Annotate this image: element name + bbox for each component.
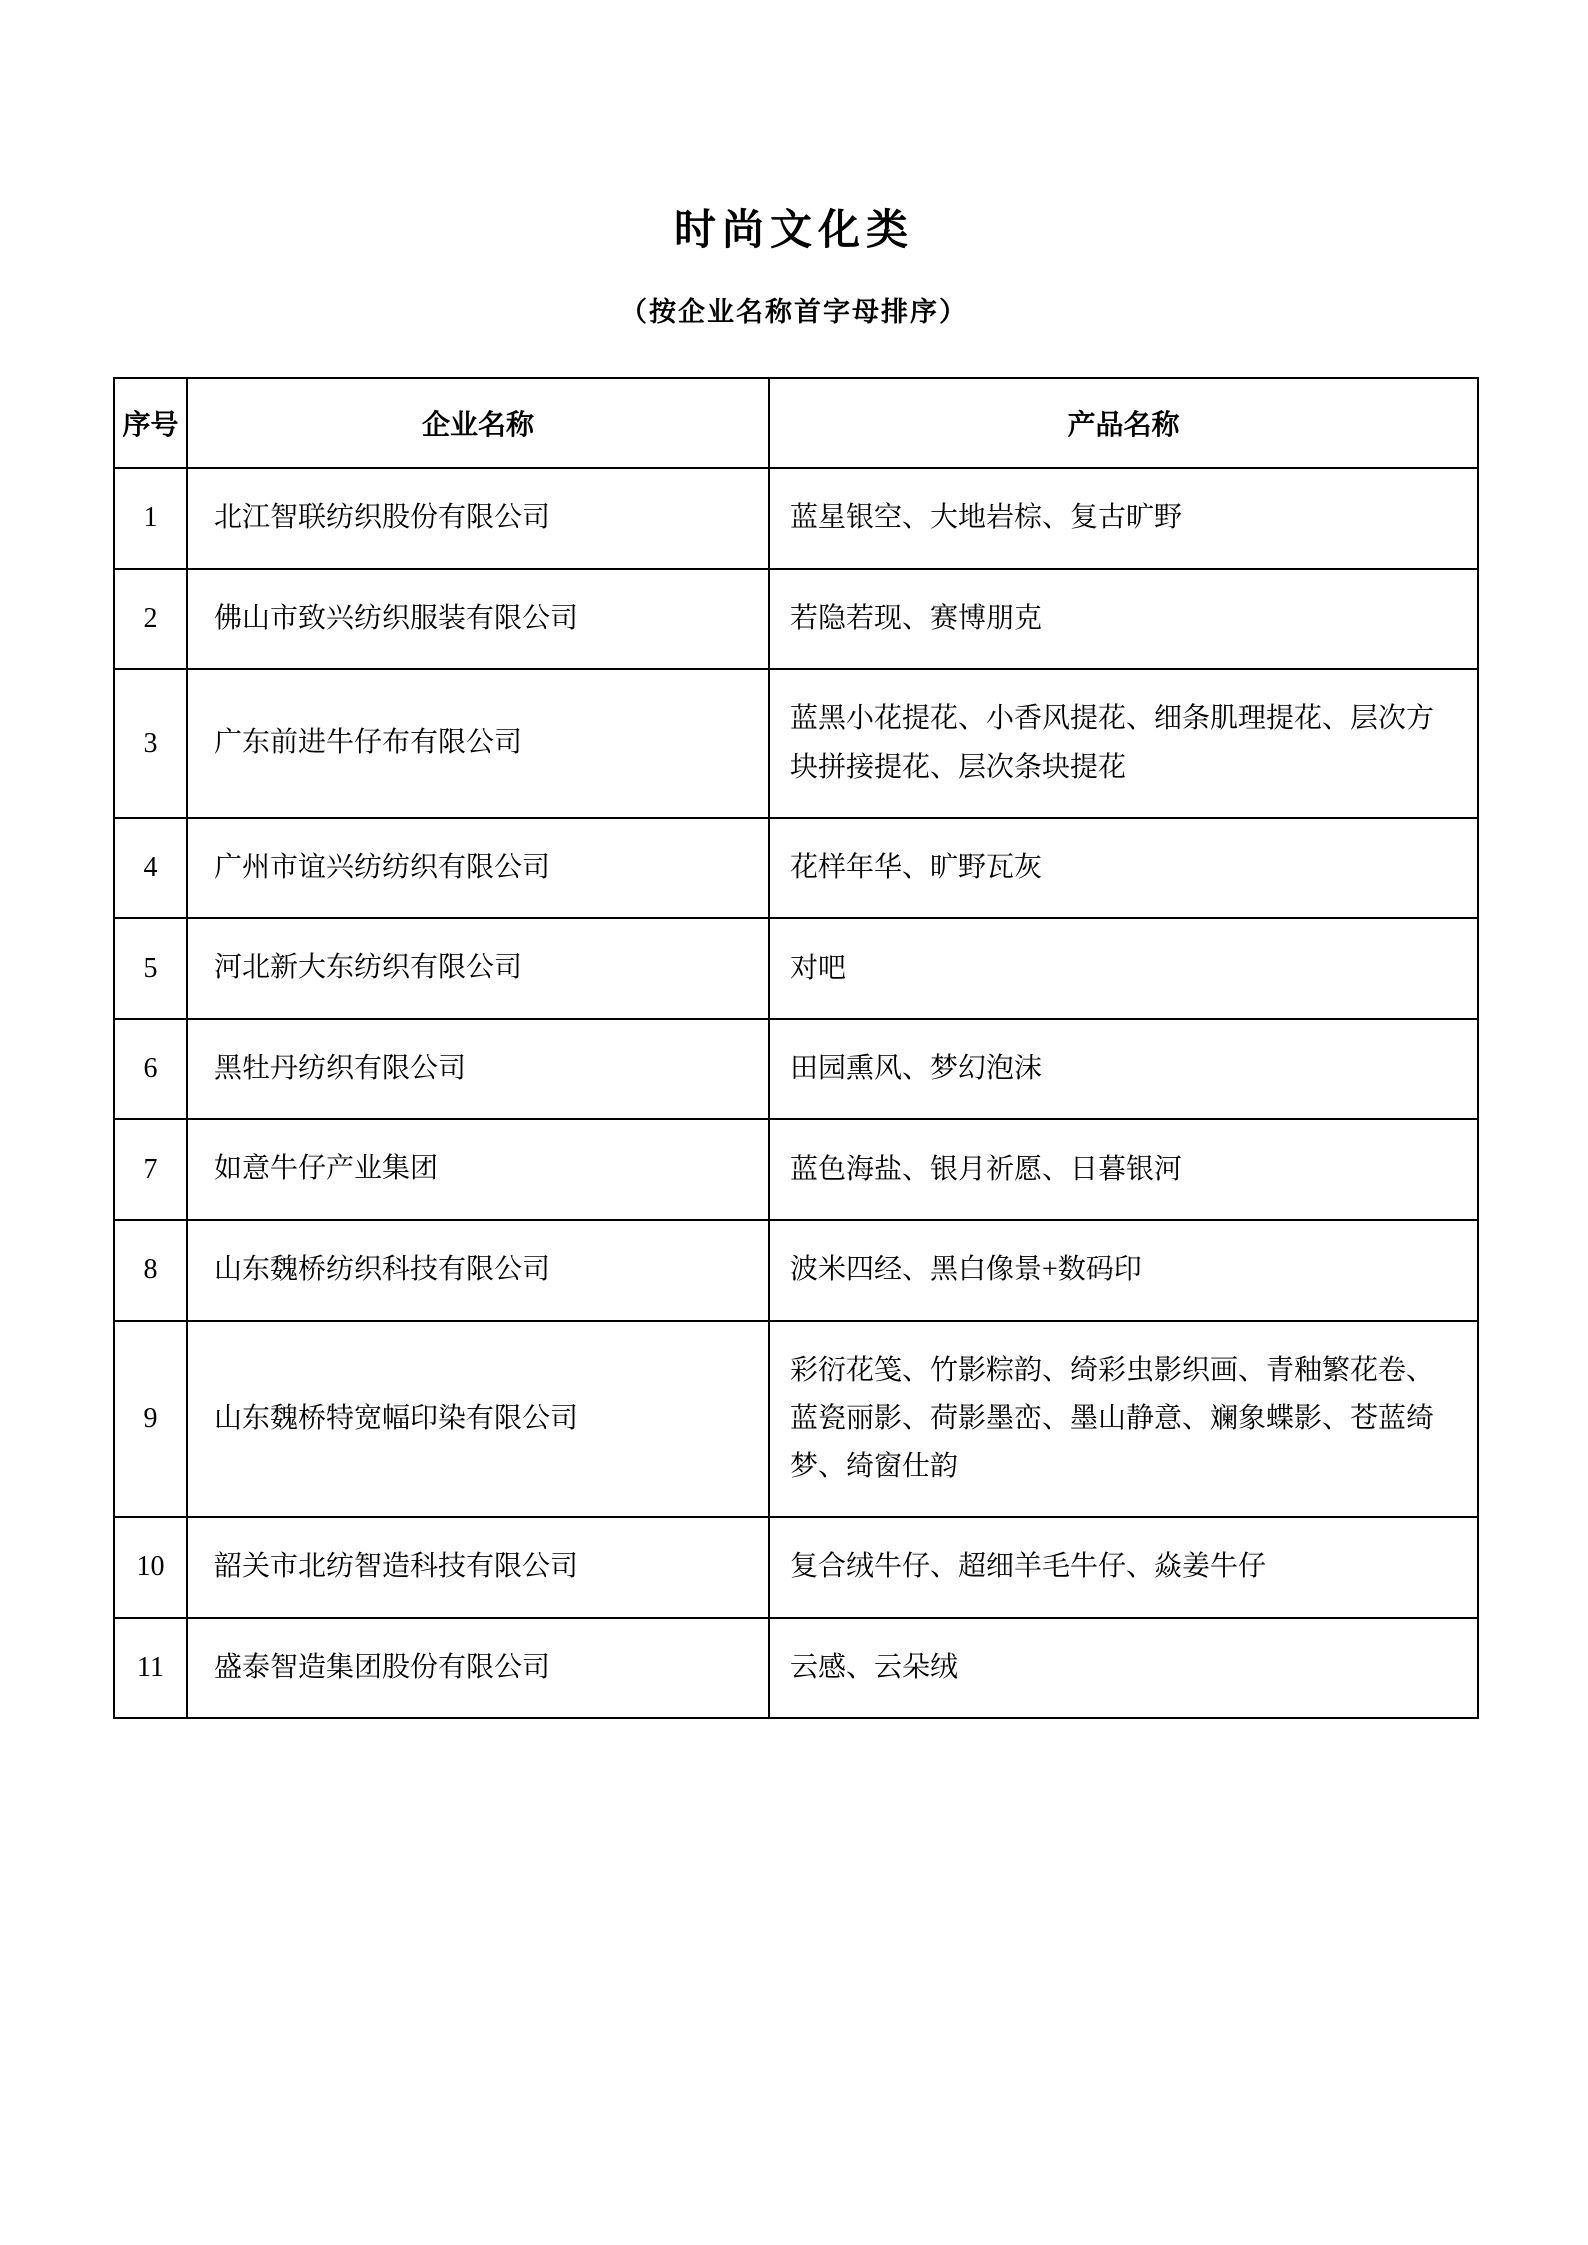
header-cell-company: 企业名称 [187, 378, 769, 468]
table-row [114, 1321, 1478, 1517]
company-name-cell: 佛山市致兴纺织服装有限公司 [187, 569, 769, 670]
product-names-cell: 田园熏风、梦幻泡沫 [769, 1019, 1478, 1120]
row-number-cell: 1 [114, 468, 187, 569]
table-row [114, 569, 1478, 670]
table-row [114, 818, 1478, 919]
company-name-cell: 如意牛仔产业集团 [187, 1119, 769, 1220]
table-row [114, 918, 1478, 1019]
row-number-cell: 8 [114, 1220, 187, 1321]
product-names-cell: 花样年华、旷野瓦灰 [769, 818, 1478, 919]
company-name-cell: 北江智联纺织股份有限公司 [187, 468, 769, 569]
row-number-cell: 7 [114, 1119, 187, 1220]
table-header [114, 378, 1478, 468]
company-name-cell: 广东前进牛仔布有限公司 [187, 669, 769, 817]
company-name-cell: 广州市谊兴纺纺织有限公司 [187, 818, 769, 919]
row-number-cell: 6 [114, 1019, 187, 1120]
product-names-cell: 对吧 [769, 918, 1478, 1019]
company-product-table [113, 377, 1479, 1719]
product-names-cell: 复合绒牛仔、超细羊毛牛仔、焱姜牛仔 [769, 1517, 1478, 1618]
company-name-cell: 山东魏桥特宽幅印染有限公司 [187, 1321, 769, 1517]
product-names-cell: 若隐若现、赛博朋克 [769, 569, 1478, 670]
header-cell-no: 序号 [114, 378, 187, 468]
row-number-cell: 3 [114, 669, 187, 817]
table-row [114, 1618, 1478, 1719]
table-row [114, 1517, 1478, 1618]
company-name-cell: 盛泰智造集团股份有限公司 [187, 1618, 769, 1719]
table-row [114, 1119, 1478, 1220]
table-row [114, 1220, 1478, 1321]
product-names-cell: 波米四经、黑白像景+数码印 [769, 1220, 1478, 1321]
table-row [114, 1019, 1478, 1120]
table-row [114, 468, 1478, 569]
company-name-cell: 韶关市北纺智造科技有限公司 [187, 1517, 769, 1618]
row-number-cell: 4 [114, 818, 187, 919]
page-subtitle: （按企业名称首字母排序） [620, 297, 968, 328]
page-title: 时尚文化类 [673, 208, 914, 254]
product-names-cell: 蓝黑小花提花、小香风提花、细条肌理提花、层次方块拼接提花、层次条块提花 [769, 669, 1478, 817]
row-number-cell: 2 [114, 569, 187, 670]
product-names-cell: 蓝色海盐、银月祈愿、日暮银河 [769, 1119, 1478, 1220]
row-number-cell: 11 [114, 1618, 187, 1719]
table-header-row [114, 378, 1478, 468]
company-name-cell: 山东魏桥纺织科技有限公司 [187, 1220, 769, 1321]
table-body [114, 468, 1478, 1718]
table-row [114, 669, 1478, 817]
company-name-cell: 河北新大东纺织有限公司 [187, 918, 769, 1019]
company-name-cell: 黑牡丹纺织有限公司 [187, 1019, 769, 1120]
row-number-cell: 10 [114, 1517, 187, 1618]
header-cell-product: 产品名称 [769, 378, 1478, 468]
product-names-cell: 云感、云朵绒 [769, 1618, 1478, 1719]
row-number-cell: 9 [114, 1321, 187, 1517]
product-names-cell: 蓝星银空、大地岩棕、复古旷野 [769, 468, 1478, 569]
row-number-cell: 5 [114, 918, 187, 1019]
product-names-cell: 彩衍花笺、竹影粽韵、绮彩虫影织画、青釉繁花卷、蓝瓷丽影、荷影墨峦、墨山静意、斓象蝶影、苍蓝绮梦、绮窗仕韵 [769, 1321, 1478, 1517]
